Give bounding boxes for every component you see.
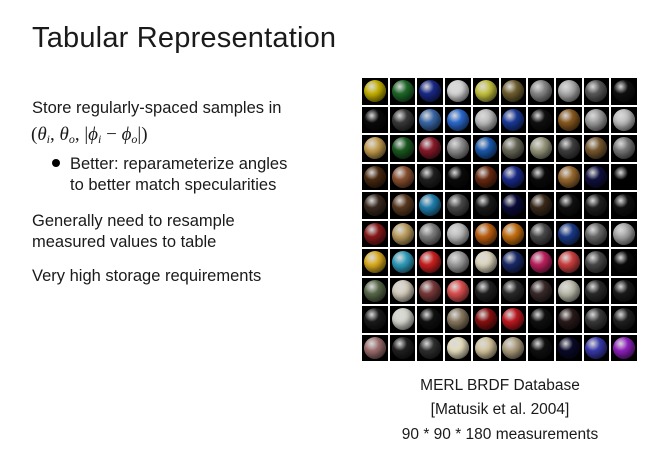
material-sphere [613,308,635,330]
material-sample-cell [611,107,637,134]
material-sphere [447,308,469,330]
material-sample-cell [417,107,443,134]
material-sphere [585,223,607,245]
material-sample-cell [556,306,582,333]
material-sphere [475,223,497,245]
material-sphere [419,308,441,330]
material-sample-cell [445,164,471,191]
material-sample-cell [501,221,527,248]
material-sphere [392,194,414,216]
material-sample-cell [584,306,610,333]
material-sphere [419,109,441,131]
material-sample-cell [501,135,527,162]
material-sample-cell [528,221,554,248]
material-sample-cell [556,107,582,134]
material-sample-cell [501,306,527,333]
material-sample-cell [611,221,637,248]
material-sphere [502,280,524,302]
material-sample-cell [556,221,582,248]
material-sample-cell [528,306,554,333]
material-sphere [613,194,635,216]
material-sphere [447,166,469,188]
material-sphere [447,80,469,102]
material-sample-cell [556,164,582,191]
material-sample-cell [390,192,416,219]
material-sample-cell [417,192,443,219]
material-sphere [530,137,552,159]
material-sample-cell [390,278,416,305]
bullet-line-1: Better: reparameterize angles [70,155,288,173]
material-sphere [502,80,524,102]
material-sample-cell [556,335,582,362]
material-sphere [558,137,580,159]
material-sphere [613,80,635,102]
material-sphere [530,308,552,330]
material-sphere [558,80,580,102]
material-sphere [613,137,635,159]
material-sample-cell [611,278,637,305]
material-sphere [364,223,386,245]
bullet-dot-icon [52,159,60,167]
material-sphere [585,80,607,102]
material-sphere [475,308,497,330]
phi-o-symbol: ϕ [121,124,132,145]
material-sample-cell [528,164,554,191]
material-sphere [364,137,386,159]
material-sphere [447,194,469,216]
storage-requirements-text: Very high storage requirements [32,267,262,285]
material-sample-cell [473,335,499,362]
material-sphere [558,251,580,273]
material-sample-cell [390,335,416,362]
material-sphere [364,280,386,302]
material-sphere [530,194,552,216]
material-sample-cell [362,306,388,333]
material-sphere [419,194,441,216]
material-sample-cell [362,107,388,134]
material-sample-cell [362,249,388,276]
phi-o-subscript: o [131,132,138,146]
material-sphere [475,109,497,131]
material-sample-cell [501,192,527,219]
material-sample-cell [445,135,471,162]
material-sample-cell [390,221,416,248]
material-sample-cell [473,221,499,248]
caption-database-name: MERL BRDF Database [420,377,580,394]
material-sample-cell [473,78,499,105]
material-sphere [530,223,552,245]
material-sample-cell [584,135,610,162]
material-sample-cell [417,221,443,248]
material-sphere [447,109,469,131]
material-sphere [364,194,386,216]
material-sample-cell [584,278,610,305]
material-sample-cell [390,107,416,134]
material-sample-cell [473,278,499,305]
material-sample-cell [473,192,499,219]
material-sample-cell [473,135,499,162]
material-sample-cell [611,306,637,333]
material-sphere [613,223,635,245]
material-sphere [447,280,469,302]
material-sphere [364,337,386,359]
material-sphere [419,251,441,273]
phi-i-symbol: ϕ [88,124,99,145]
material-sample-cell [528,192,554,219]
material-sample-cell [445,335,471,362]
material-sample-cell [584,249,610,276]
caption-measurements: 90 * 90 * 180 measurements [401,426,599,443]
material-sample-cell [528,278,554,305]
material-sphere [392,80,414,102]
phi-i-subscript: i [98,132,102,146]
material-sphere [613,166,635,188]
material-sphere [447,223,469,245]
material-sphere [585,137,607,159]
material-sphere [502,194,524,216]
material-sphere [585,308,607,330]
material-sphere [530,280,552,302]
material-sample-cell [584,164,610,191]
material-sample-cell [362,135,388,162]
material-sample-cell [584,335,610,362]
material-sphere [558,280,580,302]
material-sample-cell [611,78,637,105]
material-sphere [392,280,414,302]
material-sphere [558,109,580,131]
material-sample-cell [417,164,443,191]
resample-text-line-1: Generally need to resample [32,212,235,230]
material-sphere [392,223,414,245]
material-sample-cell [362,278,388,305]
material-sphere [613,280,635,302]
theta-i-subscript: i [46,132,51,146]
material-sample-cell [528,135,554,162]
material-sample-cell [528,249,554,276]
material-sample-cell [584,78,610,105]
theta-i-symbol: θ [37,124,47,145]
material-sphere [585,280,607,302]
material-sample-cell [528,107,554,134]
material-sample-cell [556,135,582,162]
material-sphere [613,251,635,273]
material-sphere [475,80,497,102]
material-sample-cell [611,135,637,162]
material-sphere [502,137,524,159]
material-sphere [475,194,497,216]
material-sphere [447,137,469,159]
material-sphere [502,166,524,188]
material-sphere [475,280,497,302]
material-sample-cell [473,306,499,333]
material-sphere [530,109,552,131]
material-sphere [502,109,524,131]
material-sphere [613,109,635,131]
material-sample-cell [417,335,443,362]
material-sphere [502,308,524,330]
material-sample-cell [556,78,582,105]
bullet-line-2: to better match specularities [70,176,277,194]
material-sample-cell [473,107,499,134]
material-sample-cell [611,335,637,362]
material-sphere [392,109,414,131]
material-sample-cell [362,164,388,191]
material-sphere [419,280,441,302]
slide-title: Tabular Representation [32,22,337,54]
material-sphere [502,251,524,273]
material-sphere [530,251,552,273]
material-sphere [558,308,580,330]
material-sample-cell [362,221,388,248]
material-sample-cell [473,164,499,191]
material-sphere [530,80,552,102]
material-sample-cell [528,78,554,105]
material-sample-cell [390,135,416,162]
material-sample-cell [473,249,499,276]
material-sample-cell [362,192,388,219]
material-sphere [392,308,414,330]
material-sample-cell [501,335,527,362]
material-sample-cell [417,78,443,105]
material-sample-cell [611,164,637,191]
material-sphere [585,251,607,273]
material-sphere [502,337,524,359]
material-sample-cell [390,249,416,276]
angle-tuple-formula: ($\theta_i$, $\theta_o$, $|\phi_i - \phi_o|$) [31,124,148,146]
material-sphere [419,166,441,188]
material-sample-cell [611,249,637,276]
material-sphere [419,337,441,359]
material-sphere [447,337,469,359]
material-sphere [475,251,497,273]
material-sample-cell [501,164,527,191]
material-sphere [364,80,386,102]
material-sample-cell [584,192,610,219]
material-sphere [392,337,414,359]
material-sphere [364,308,386,330]
material-sample-cell [417,278,443,305]
material-sphere [585,109,607,131]
material-sphere [392,166,414,188]
material-sphere [530,166,552,188]
material-sample-cell [445,278,471,305]
material-sample-cell [611,192,637,219]
material-sphere [475,137,497,159]
material-sample-cell [362,78,388,105]
caption-citation: [Matusik et al. 2004] [430,401,570,418]
material-sample-cell [445,192,471,219]
material-sphere [364,166,386,188]
material-sample-cell [501,78,527,105]
material-sphere [585,166,607,188]
theta-o-symbol: θ [59,124,69,145]
material-sphere [392,251,414,273]
material-sample-cell [417,249,443,276]
material-sphere [419,223,441,245]
theta-o-subscript: o [68,132,75,146]
material-sphere [419,80,441,102]
material-sphere [613,337,635,359]
material-sphere [558,166,580,188]
material-sphere [447,251,469,273]
material-sample-cell [584,221,610,248]
material-sample-cell [390,78,416,105]
material-sphere [364,109,386,131]
material-sphere [585,194,607,216]
material-sample-cell [445,221,471,248]
material-sphere [364,251,386,273]
material-sphere [585,337,607,359]
material-sample-cell [501,249,527,276]
material-sample-cell [528,335,554,362]
material-sphere [475,337,497,359]
material-sphere [558,194,580,216]
material-sample-cell [445,306,471,333]
material-sample-cell [445,107,471,134]
material-sample-cell [390,164,416,191]
material-sphere [530,337,552,359]
material-sample-cell [445,249,471,276]
material-sample-cell [584,107,610,134]
material-sphere [558,337,580,359]
material-sample-cell [445,78,471,105]
material-sphere [502,223,524,245]
material-sphere [558,223,580,245]
material-sample-cell [362,335,388,362]
material-sample-cell [556,278,582,305]
material-sample-cell [417,135,443,162]
material-sample-cell [417,306,443,333]
material-sample-cell [501,107,527,134]
material-sample-cell [556,192,582,219]
material-sphere [475,166,497,188]
resample-text-line-2: measured values to table [32,233,217,251]
material-sample-cell [501,278,527,305]
material-sample-cell [556,249,582,276]
material-sample-cell [390,306,416,333]
material-sphere [419,137,441,159]
material-sphere [392,137,414,159]
brdf-sphere-grid [362,78,637,361]
storage-intro-text: Store regularly-spaced samples in [32,99,282,117]
